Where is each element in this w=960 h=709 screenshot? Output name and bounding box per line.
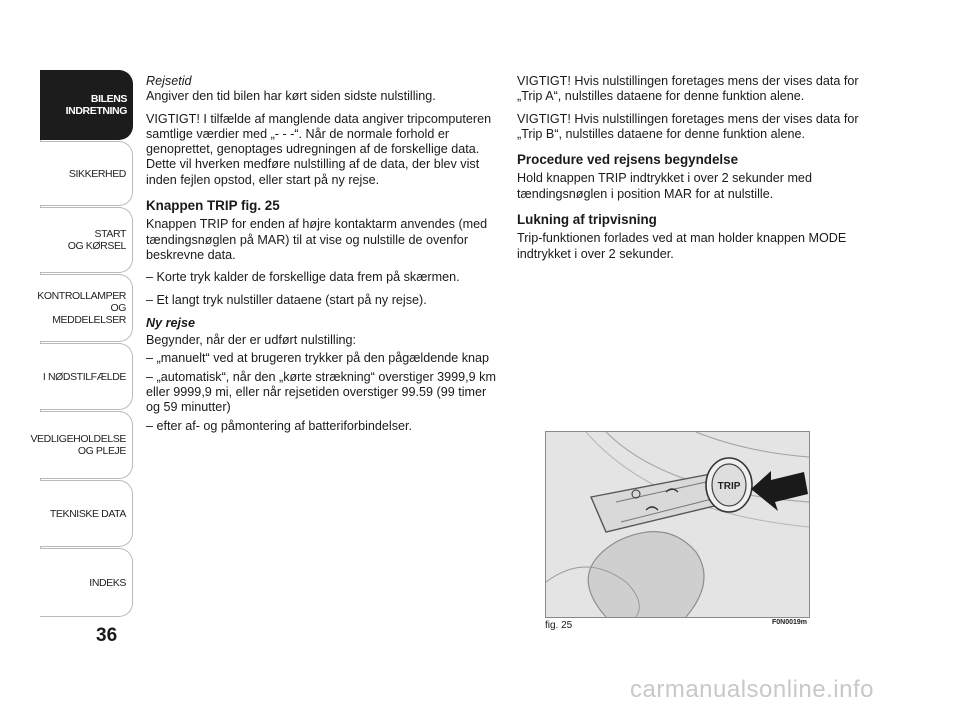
tab-label: START OG KØRSEL — [67, 228, 126, 252]
item-manual: – „manuelt“ ved at brugeren trykker på den pågældende knap — [146, 351, 490, 366]
rejsetid-text: Angiver den tid bilen har kørt siden sidste nulstilling. — [146, 89, 436, 104]
tab-nodstilfaelde[interactable] — [40, 343, 133, 410]
tab-indeks[interactable] — [40, 548, 133, 617]
tab-label: BILENS INDRETNING — [65, 93, 127, 117]
watermark: carmanualsonline.info — [630, 676, 874, 703]
tab-label: VEDLIGEHOLDELSE OG PLEJE — [30, 433, 126, 457]
vigtigt-text: VIGTIGT! I tilfælde af manglende data angiver tripcomputeren samtlige værdier med „- - -“. Når de normale forhold er genoprettet, genoptages udregningen af de forskellige data. Dette vil hverken medføre nulstilling af de data, der blev vist inden fejlen opstod, eller start på ny rejse. — [146, 111, 492, 187]
ny-rejse-text: Begynder, når der er udført nulstilling: — [146, 333, 357, 348]
figure-code: F0N0019m — [772, 619, 808, 626]
tab-sikkerhed[interactable] — [40, 141, 133, 206]
figure-caption: fig. 25 — [545, 620, 573, 631]
tab-kontrollamper[interactable] — [37, 274, 133, 342]
tab-bilens-indretning[interactable] — [40, 70, 133, 140]
tab-start-og-korsel[interactable] — [40, 207, 133, 273]
vigtigt-a: VIGTIGT! Hvis nulstillingen foretages mens der vises data for „Trip A“, nulstilles dataene for denne funktion alene. — [517, 74, 859, 104]
tab-label: KONTROLLAMPER OG MEDDELELSER — [37, 290, 126, 326]
rejsetid-heading: Rejsetid — [146, 74, 192, 88]
ny-rejse-heading: Ny rejse — [146, 315, 196, 330]
tab-label: INDEKS — [89, 576, 126, 589]
tab-vedligeholdelse[interactable] — [30, 411, 133, 479]
knappen-text: Knappen TRIP for enden af højre kontaktarm anvendes (med tændingsnøglen på MAR) til at vise og nulstille de ovenfor beskrevne data. — [146, 217, 488, 262]
item-auto: – „automatisk“, når den „kørte strækning“ overstiger 3999,9 km eller 9999,9 mi, eller når rejsetiden overstiger 99.59 (99 timer og 59 minutter) — [146, 369, 496, 415]
item-battery: – efter af- og påmontering af batteriforbindelser. — [146, 418, 413, 433]
tab-label: TEKNISKE DATA — [49, 507, 126, 520]
page-number: 36 — [96, 625, 118, 646]
tab-tekniske-data[interactable] — [40, 480, 133, 547]
vigtigt-b: VIGTIGT! Hvis nulstillingen foretages mens der vises data for „Trip B“, nulstilles dataene for denne funktion alene. — [517, 111, 859, 141]
steering-column-illustration — [546, 432, 809, 617]
procedure-heading: Procedure ved rejsens begyndelse — [517, 152, 739, 168]
trip-button-label: TRIP — [717, 481, 741, 492]
left-column — [146, 74, 496, 441]
tab-label: SIKKERHED — [68, 167, 126, 180]
lukning-heading: Lukning af tripvisning — [517, 212, 657, 228]
long-press-text: – Et langt tryk nulstiller dataene (start på ny rejse). — [146, 292, 427, 307]
right-column — [517, 74, 862, 269]
lukning-text: Trip-funktionen forlades ved at man holder knappen MODE indtrykket i over 2 sekunder. — [517, 231, 847, 261]
tab-label: I NØDSTILFÆLDE — [42, 370, 126, 383]
knappen-heading: Knappen TRIP fig. 25 — [146, 198, 280, 214]
figure-trip-button — [545, 431, 810, 618]
short-press-text: – Korte tryk kalder de forskellige data frem på skærmen. — [146, 270, 460, 285]
procedure-text: Hold knappen TRIP indtrykket i over 2 sekunder med tændingsnøglen i position MAR for at nulstille. — [517, 171, 812, 201]
